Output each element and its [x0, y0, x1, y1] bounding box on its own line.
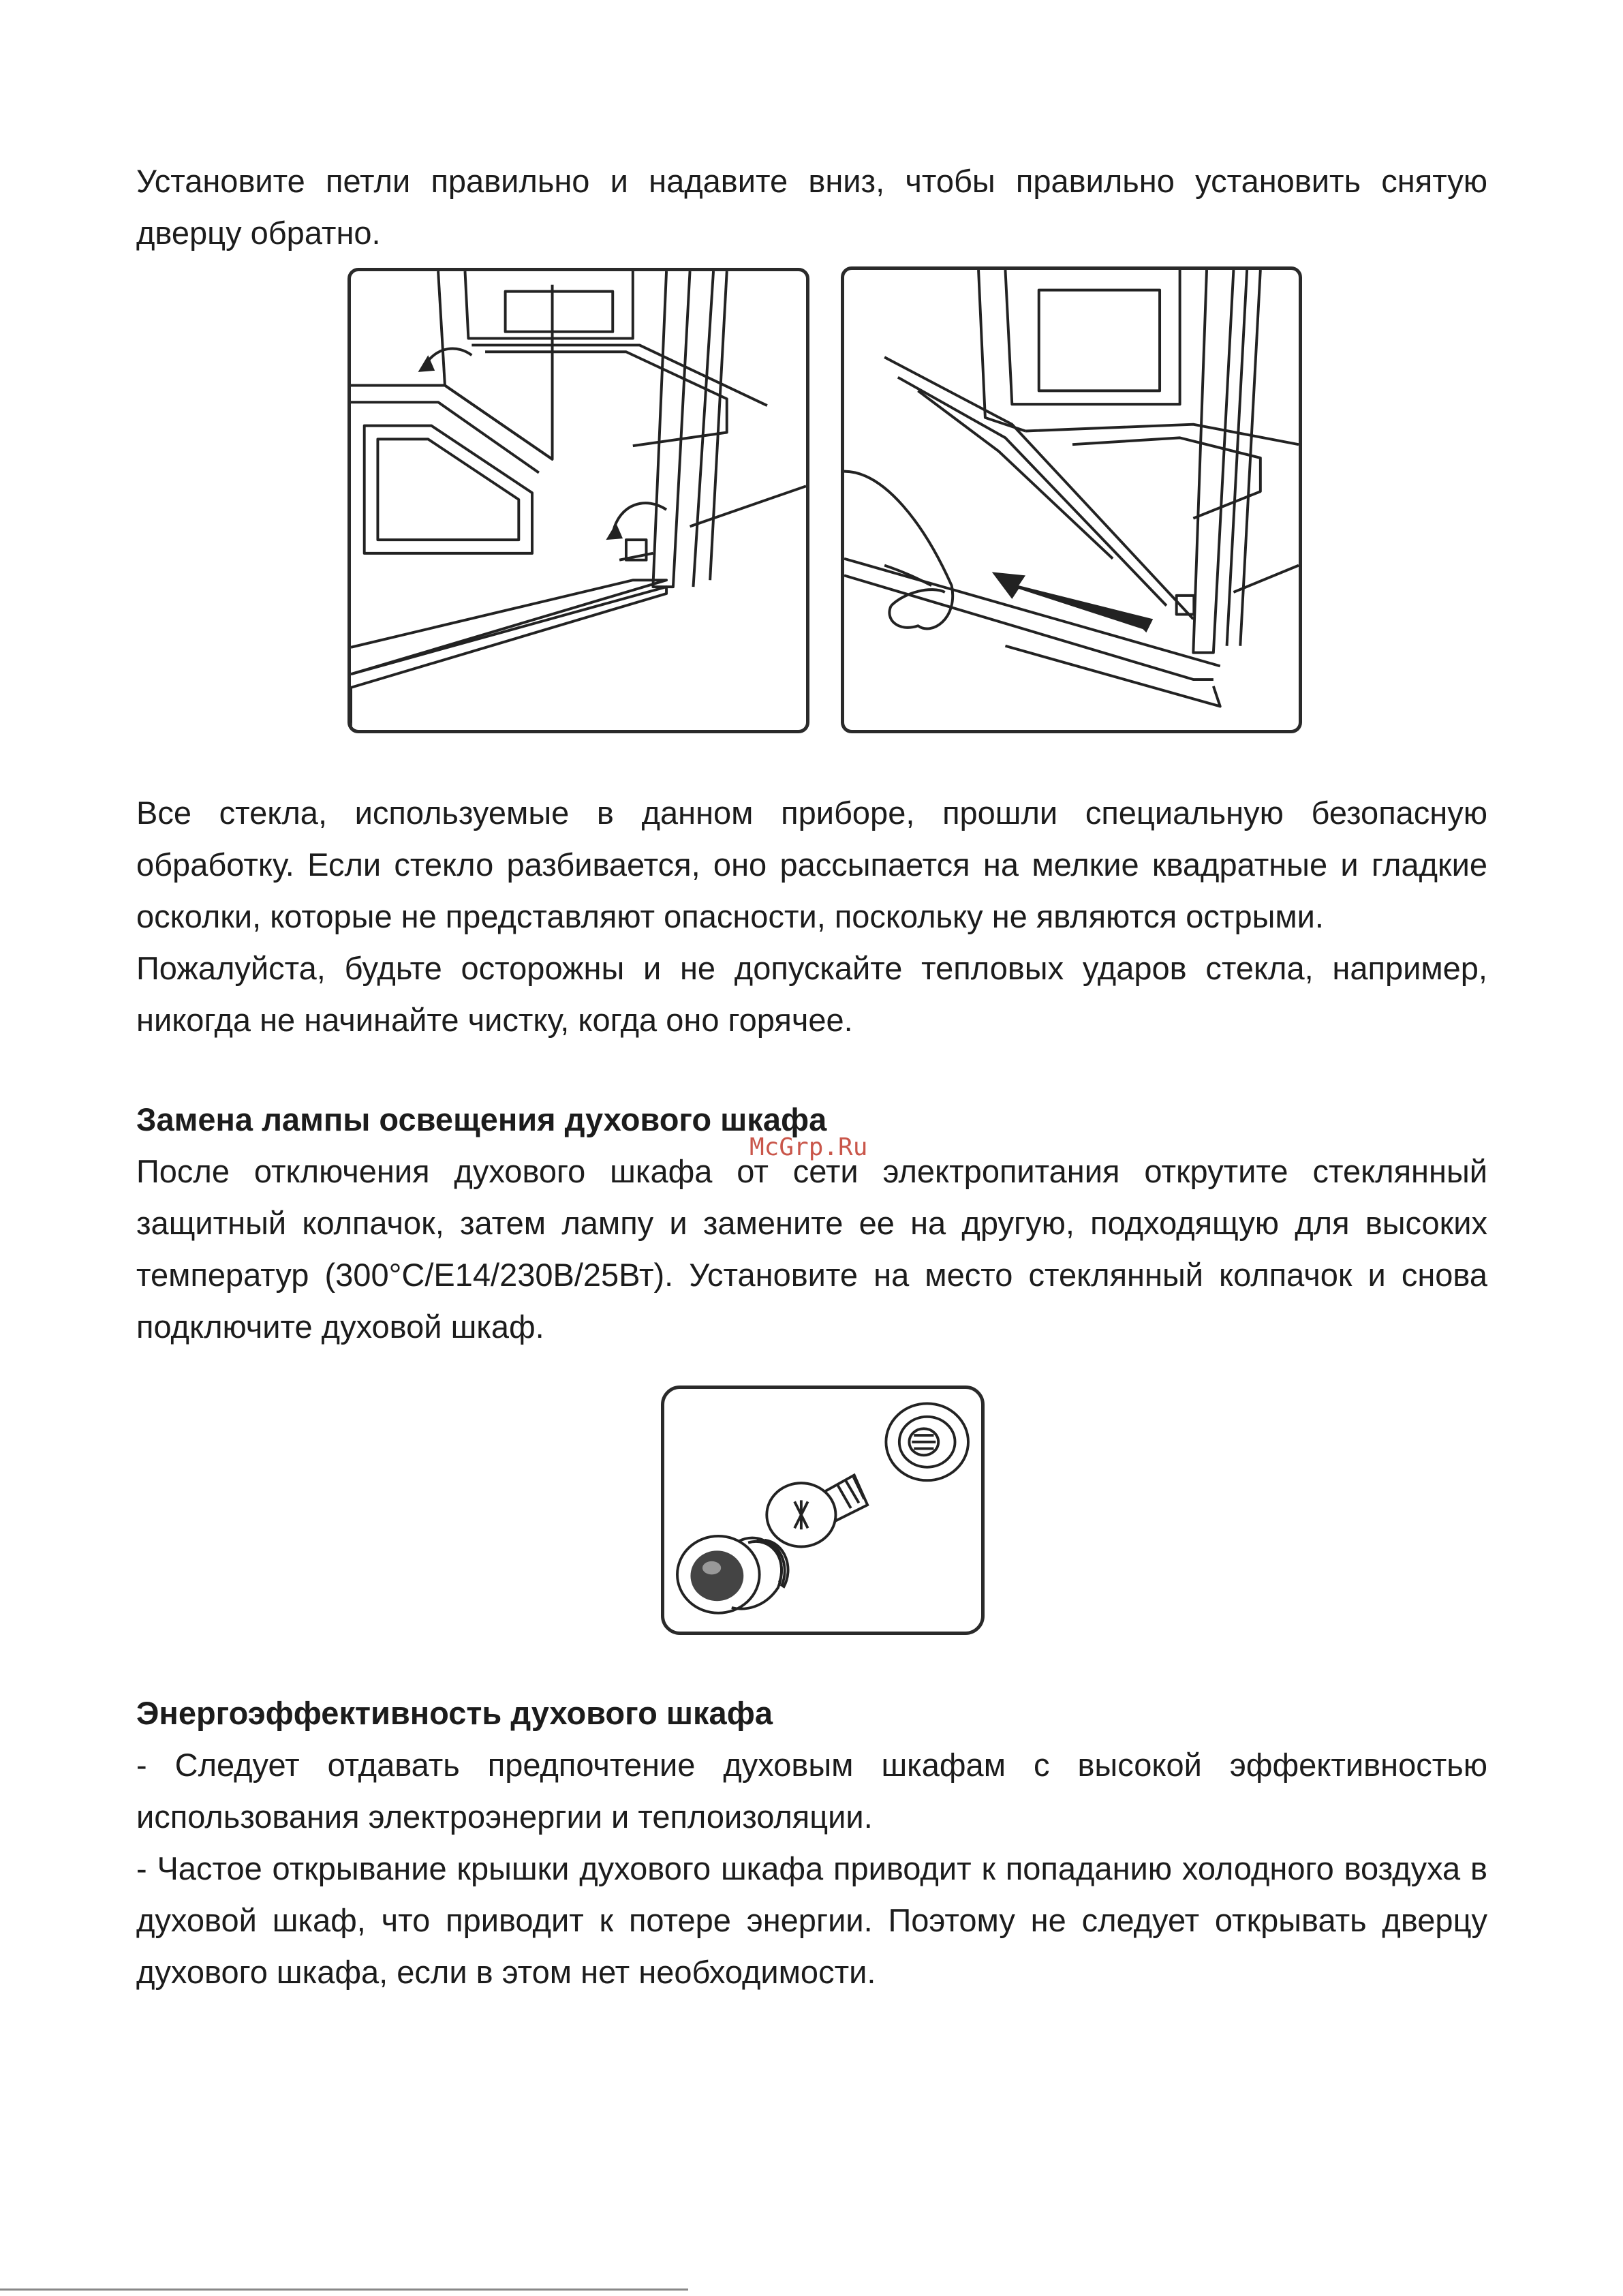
watermark: McGrp.Ru — [749, 1133, 868, 1161]
intro-paragraph: Установите петли правильно и надавите вниз, чтобы правильно установить снятую дверцу обратно. — [136, 163, 1487, 251]
energy-item-1: - Следует отдавать предпочтение духовым шкафам с высокой эффективностью использования электроэнергии и теплоизоляции. — [136, 1747, 1487, 1835]
lamp-replacement-illustration — [661, 1386, 985, 1635]
energy-section-heading: Энергоэффективность духового шкафа — [136, 1695, 773, 1731]
hinge-lock-icon — [351, 271, 806, 730]
door-insert-illustration — [841, 266, 1302, 733]
glass-caution-paragraph: Пожалуйста, будьте осторожны и не допускайте тепловых ударов стекла, например, никогда не начинайте чистку, когда оно горячее. — [136, 950, 1487, 1038]
lamp-section-heading: Замена лампы освещения духового шкафа — [136, 1101, 827, 1137]
lamp-paragraph: После отключения духового шкафа от сети электропитания открутите стеклянный защитный колпачок, затем лампу и замените ее на другую, подходящую для высоких температур (300°C/E14/230B/25Вт). Установите на место стеклянный колпачок и снова подключите духовой шкаф. — [136, 1153, 1487, 1345]
glass-safety-paragraph: Все стекла, используемые в данном приборе, прошли специальную безопасную обработку. Если стекло разбивается, оно рассыпается на мелкие квадратные и гладкие осколки, которые не представляют опасности, поскольку не являются острыми. — [136, 795, 1487, 934]
energy-item-2: - Частое открывание крышки духового шкафа приводит к попаданию холодного воздуха в духовой шкаф, что приводит к потере энергии. Поэтому не следует открывать дверцу духового шкафа, если в этом нет необходимости. — [136, 1850, 1487, 1990]
door-insert-icon — [844, 270, 1299, 730]
footer-divider — [0, 2289, 688, 2291]
lamp-icon — [664, 1389, 981, 1632]
door-hinge-illustration — [347, 268, 809, 733]
